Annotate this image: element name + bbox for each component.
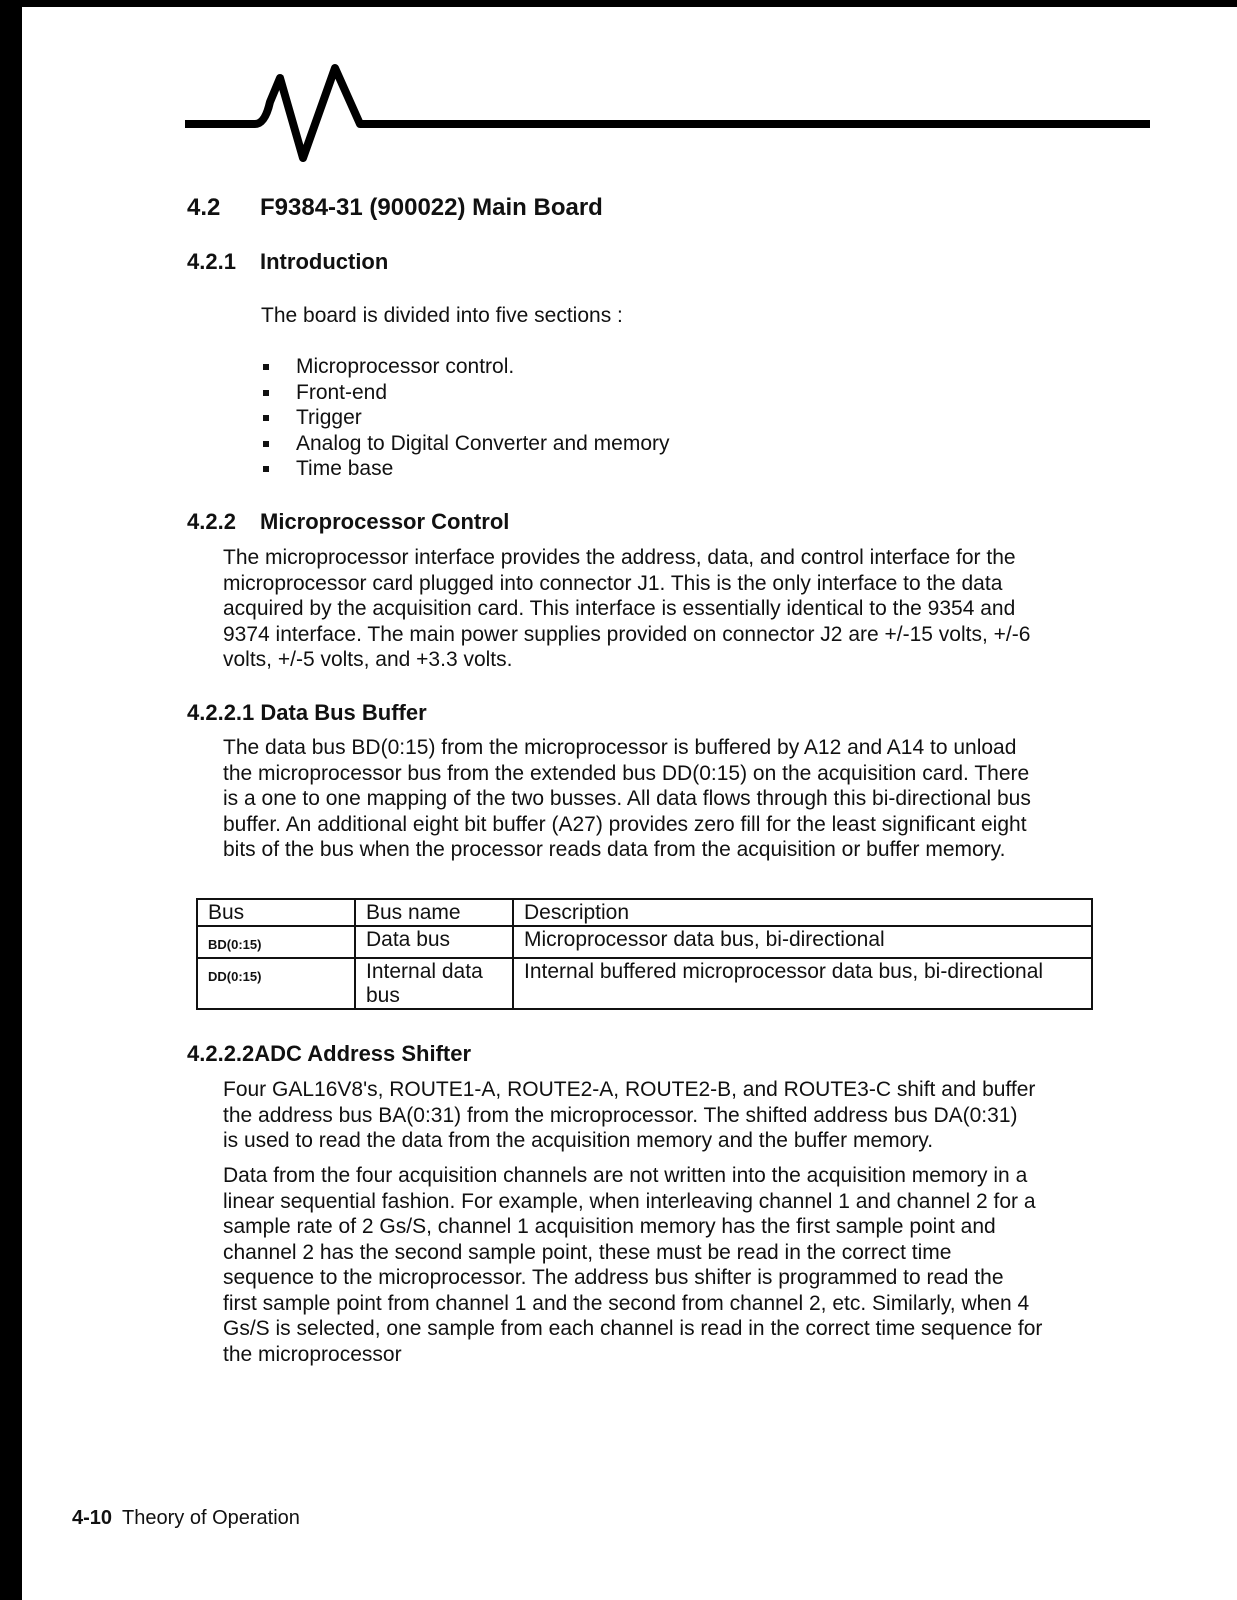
table-header: Description bbox=[513, 899, 1092, 926]
table-header-row bbox=[197, 899, 1092, 926]
databus-heading: 4.2.2.1 Data Bus Buffer bbox=[187, 700, 427, 725]
section-heading: 4.2 F9384-31 (900022) Main Board bbox=[187, 194, 603, 221]
intro-heading: 4.2.1 Introduction bbox=[187, 249, 389, 274]
table-cell: BD(0:15) bbox=[197, 926, 355, 958]
list-item: Time base bbox=[262, 456, 670, 482]
adc-paragraph-1: Four GAL16V8's, ROUTE1-A, ROUTE2-A, ROUTE2-B, and ROUTE3-C shift and buffer the address bus BA(0:31) from the microprocessor. The shifted address bus DA(0:31) is used to read the data from the acquisition memory and the buffer memory. bbox=[223, 1078, 1036, 1152]
table-header: Bus bbox=[197, 899, 355, 926]
table-cell: DD(0:15) bbox=[197, 958, 355, 1009]
intro-lead: The board is divided into five sections : bbox=[261, 304, 623, 327]
databus-paragraph: The data bus BD(0:15) from the microprocessor is buffered by A12 and A14 to unload the microprocessor bus from the extended bus DD(0:15) on the acquisition card. There is a one to one mapping of the two busses. All data flows through this bi-directional bus buffer. An additional eight bit buffer (A27) provides zero fill for the least significant eight bits of the bus when the processor reads data from the acquisition or buffer memory. bbox=[223, 736, 1031, 861]
bus-table bbox=[196, 898, 1093, 1010]
list-item: Analog to Digital Converter and memory bbox=[262, 431, 670, 457]
table-cell: Microprocessor data bus, bi-directional bbox=[513, 926, 1092, 958]
adc-paragraph-2: Data from the four acquisition channels are not written into the acquisition memory in a linear sequential fashion. For example, when interleaving channel 1 and channel 2 for a sample rate of 2 Gs/S, channel 1 acquisition memory has the first sample point and channel 2 has the second sample point, these must be read in the correct time sequence to the microprocessor. The address bus shifter is programmed to read the first sample point from channel 1 and the second from channel 2, etc. Similarly, when 4 Gs/S is selected, one sample from each channel is read in the correct time sequence for the microprocessor bbox=[223, 1164, 1043, 1366]
table-header: Bus name bbox=[355, 899, 513, 926]
list-item: Front-end bbox=[262, 380, 670, 406]
table-row bbox=[197, 926, 1092, 958]
sections-list bbox=[262, 354, 670, 482]
footer-title: Theory of Operation bbox=[122, 1507, 300, 1529]
table-cell: Internal data bus bbox=[355, 958, 513, 1009]
table-cell: Internal buffered microprocessor data bus, bi-directional bbox=[513, 958, 1092, 1009]
page-footer bbox=[72, 1507, 300, 1530]
micro-heading: 4.2.2 Microprocessor Control bbox=[187, 509, 510, 534]
adc-heading: 4.2.2.2ADC Address Shifter bbox=[187, 1041, 472, 1066]
table-row bbox=[197, 958, 1092, 1009]
top-border bbox=[0, 0, 1237, 7]
list-item: Microprocessor control. bbox=[262, 354, 670, 380]
list-item: Trigger bbox=[262, 405, 670, 431]
micro-paragraph: The microprocessor interface provides the address, data, and control interface for the microprocessor card plugged into connector J1. This is the only interface to the data acquired by the acquisition card. This interface is essentially identical to the 9354 and 9374 interface. The main power supplies provided on connector J2 are +/-15 volts, +/-6 volts, +/-5 volts, and +3.3 volts. bbox=[223, 546, 1031, 671]
waveform-logo bbox=[185, 58, 1150, 168]
table-cell: Data bus bbox=[355, 926, 513, 958]
page-number: 4-10 bbox=[72, 1507, 113, 1529]
left-border bbox=[0, 0, 22, 1600]
